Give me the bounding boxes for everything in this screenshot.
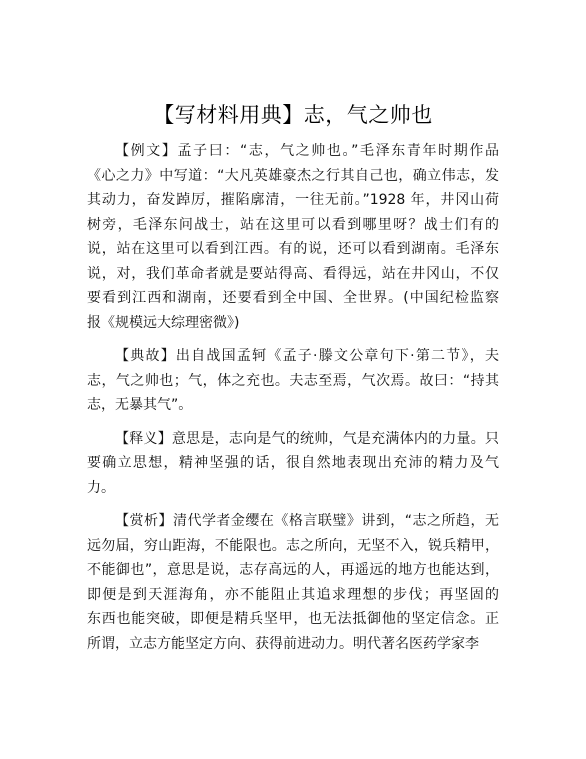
paragraph-line: 力。	[87, 479, 115, 496]
paragraph-line: 其动力，奋发踔厉，摧陷廓清，一往无前。”1928 年，井冈山荷	[87, 192, 499, 208]
paragraph-line: 说，对，我们革命者就是要站得高、看得远，站在井冈山，不仅	[87, 265, 499, 282]
paragraph-line: 志，无暴其气”。	[87, 397, 193, 413]
paragraph-line: 说，站在这里可以看到江西。有的说，还可以看到湖南。毛泽东	[87, 241, 499, 257]
paragraph-line: 报《规模远大综理密微》)	[87, 314, 240, 331]
paragraph-line: 要看到江西和湖南，还要看到全中国、全世界。(中国纪检监察	[87, 290, 499, 306]
paragraph-line: 【例文】孟子曰：“志，气之帅也。”毛泽东青年时期作品	[115, 143, 499, 159]
document-body	[87, 139, 499, 665]
paragraph-line: 不能御也”，意思是说，志存高远的人，再遥远的地方也能达到，	[87, 562, 499, 578]
paragraph-line: 即便是到天涯海角，亦不能阻止其追求理想的步伐；再坚固的	[87, 586, 499, 603]
paragraph-line: 远勿届，穷山距海，不能限也。志之所向，无坚不入，锐兵精甲，	[87, 537, 499, 554]
paragraph-line: 【释义】意思是，志向是气的统帅，气是充满体内的力量。只	[115, 430, 499, 447]
paragraph-line: 要确立思想，精神坚强的话，很自然地表现出充沛的精力及气	[87, 455, 499, 471]
paragraph-line: 【赏析】清代学者金缨在《格言联璧》讲到，“志之所趋，无	[115, 513, 499, 529]
paragraph-line: 所谓，立志方能坚定方向、获得前进动力。明代著名医药学家李	[87, 635, 479, 652]
paragraph-line: 志，气之帅也；气，体之充也。夫志至焉，气次焉。故曰：“持其	[87, 372, 499, 389]
document-title: 【写材料用典】志，气之帅也	[153, 103, 433, 127]
paragraph	[87, 427, 499, 501]
paragraph	[87, 344, 499, 418]
paragraph	[87, 509, 499, 656]
paragraph-line: 《心之力》中写道：“大凡英雄豪杰之行其自己也，确立伟志，发	[87, 167, 499, 184]
paragraph-line: 树旁，毛泽东问战士，站在这里可以看到哪里呀？战士们有的	[87, 216, 499, 233]
paragraph	[87, 139, 499, 335]
paragraph-line: 东西也能突破，即便是精兵坚甲，也无法抵御他的坚定信念。正	[87, 611, 499, 627]
paragraph-line: 【典故】出自战国孟轲《孟子·滕文公章句下·第二节》，夫	[115, 348, 499, 364]
